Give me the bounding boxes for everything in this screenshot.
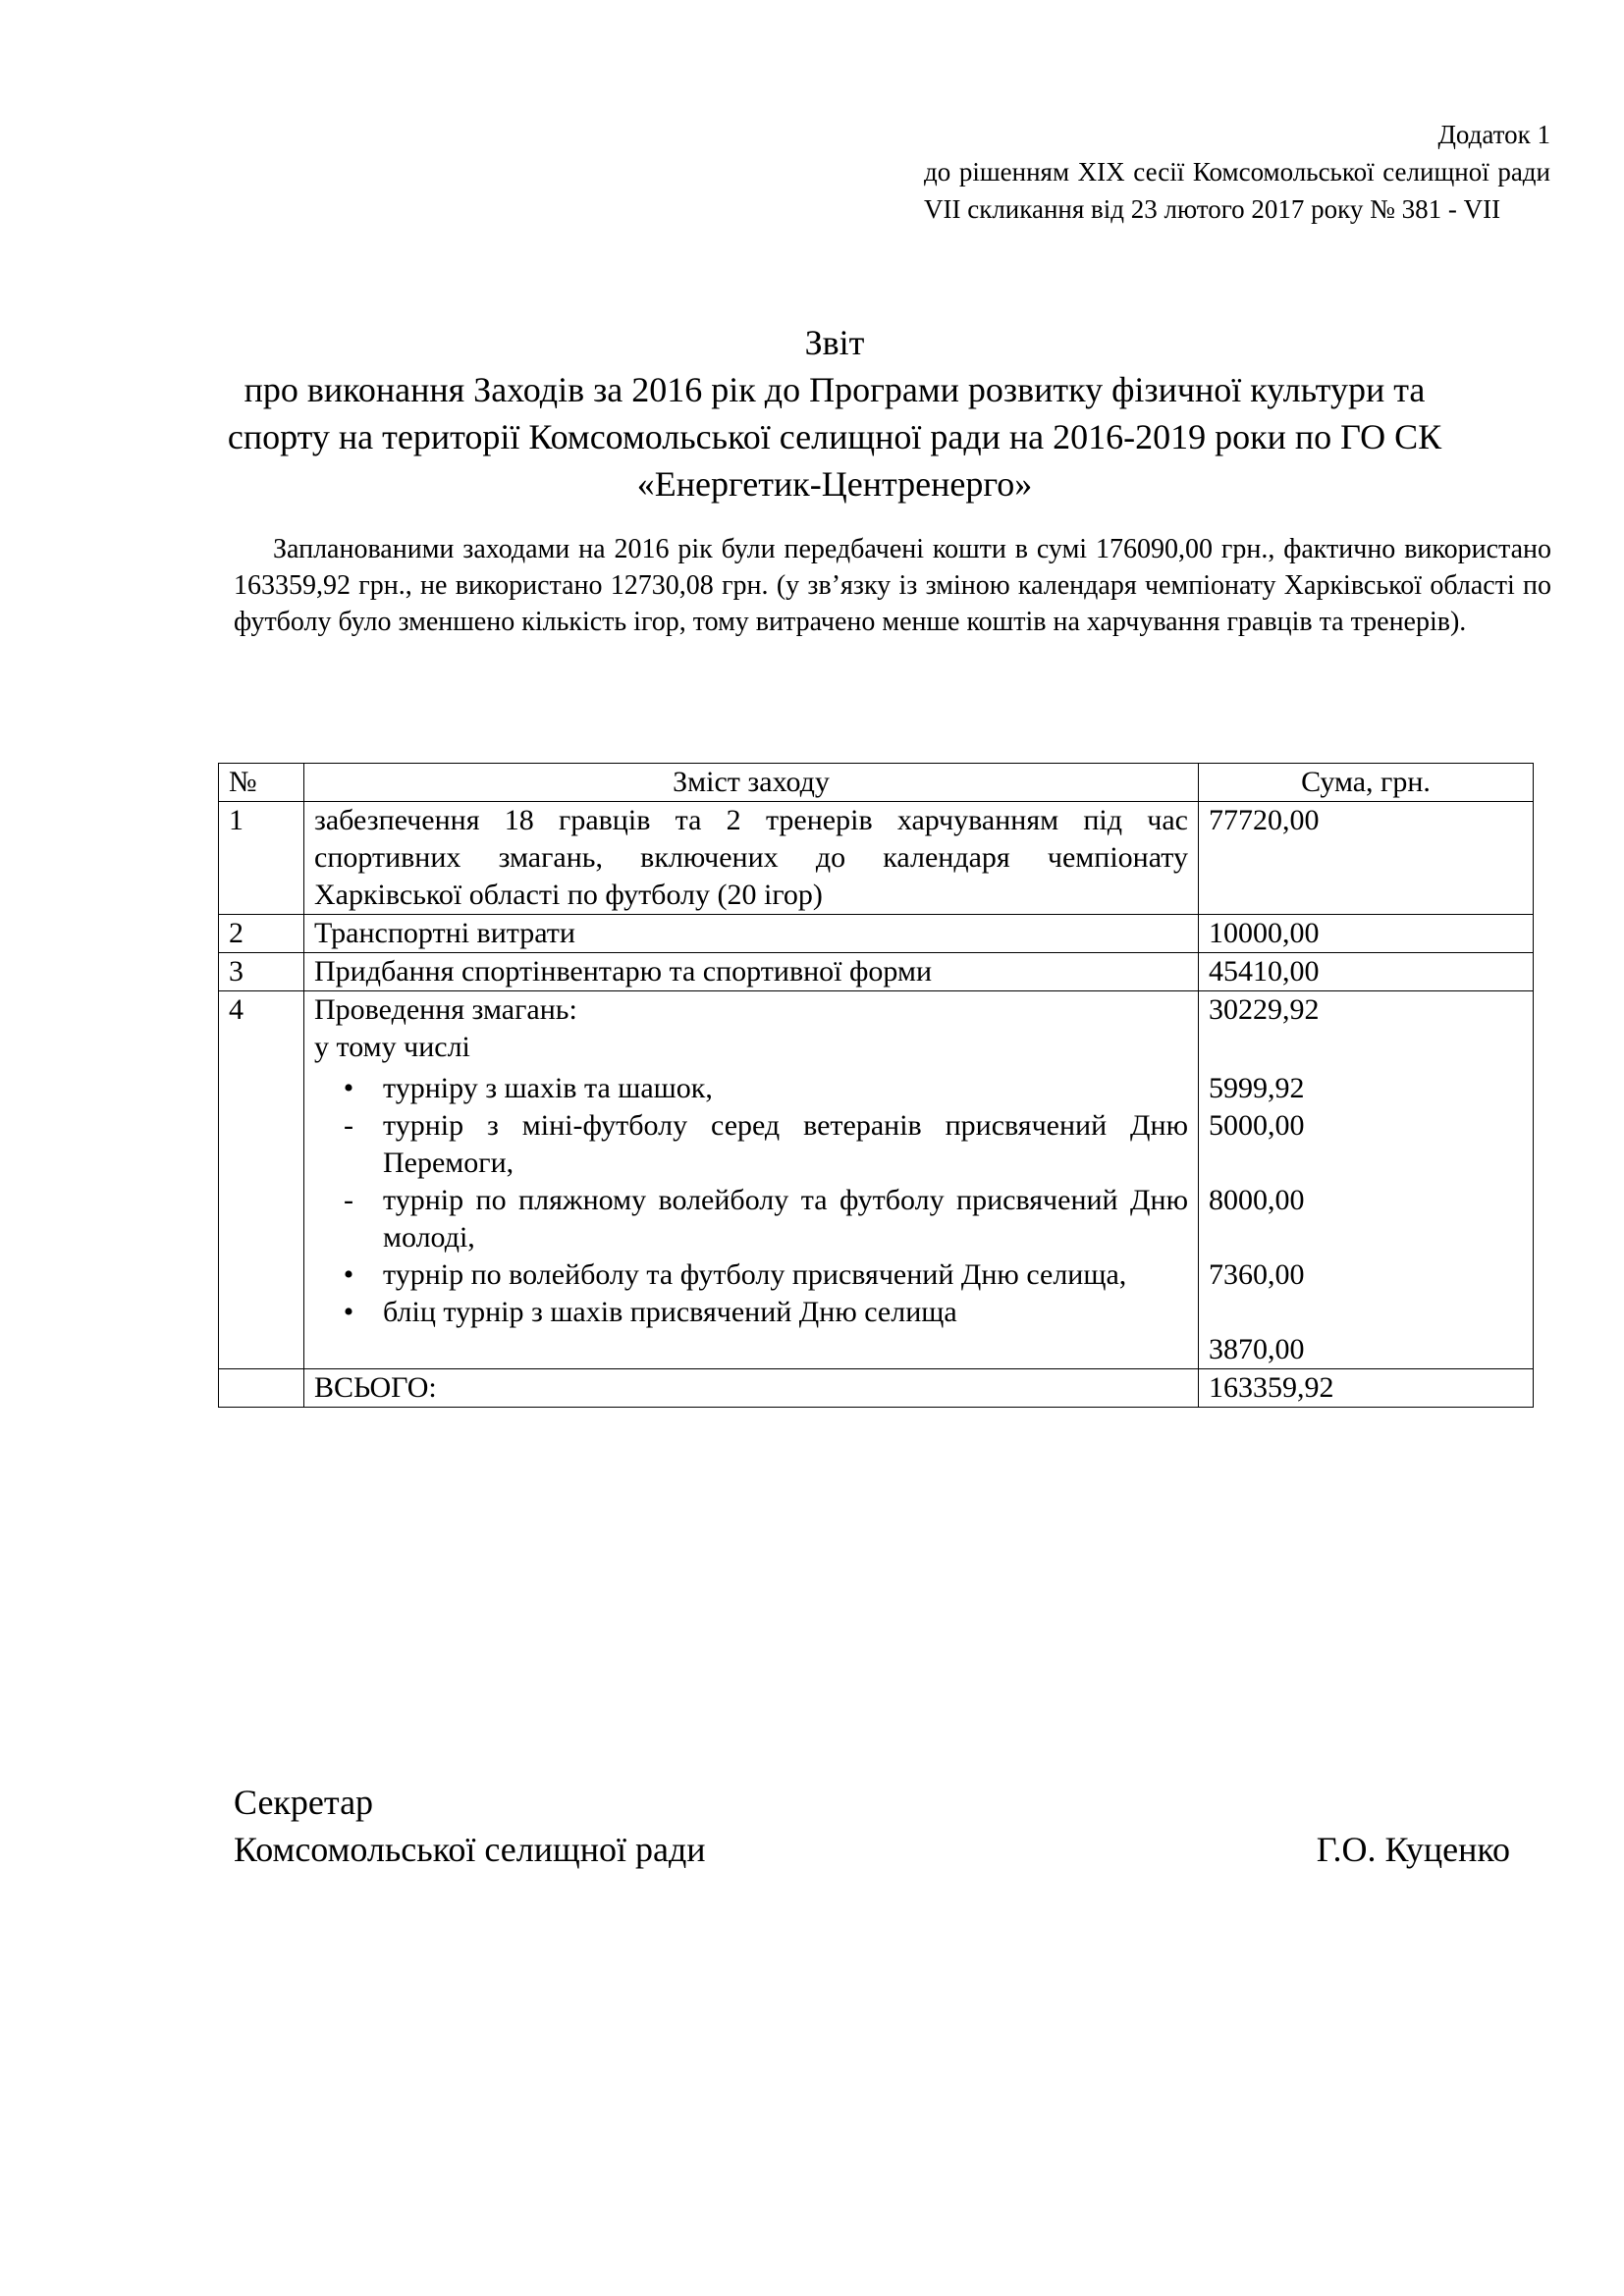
row-content: Транспортні витрати: [304, 915, 1199, 953]
sub-item-text: турніру з шахів та шашок,: [383, 1072, 713, 1104]
row-content: забезпечення 18 гравців та 2 тренерів харчуванням під час спортивних змагань, включених до календаря чемпіонату Харківської області по футболу (20 ігор): [304, 802, 1199, 915]
sub-item-text: турнір по пляжному волейболу та футболу присвячений Дню молоді,: [383, 1184, 1188, 1254]
annex-title: Додаток 1: [1437, 120, 1550, 149]
header-sum: Сума, грн.: [1199, 764, 1534, 802]
row-sum: 45410,00: [1199, 953, 1534, 991]
row-content: [304, 991, 1199, 1369]
dash-marker: -: [344, 1184, 353, 1216]
sub-item-sum: 3870,00: [1209, 1333, 1305, 1365]
report-heading: [216, 319, 1453, 507]
table-row: [219, 953, 1534, 991]
sub-item: [314, 1182, 1188, 1256]
bullet-marker: •: [343, 1258, 354, 1291]
sub-item-text: бліц турнір з шахів присвячений Дню селища: [383, 1296, 957, 1328]
total-sum: 163359,92: [1199, 1369, 1534, 1408]
table-row-competitions: [219, 991, 1534, 1369]
row-num: 2: [219, 915, 304, 953]
intro-paragraph: Запланованими заходами на 2016 рік були передбачені кошти в сумі 176090,00 грн., фактично використано 163359,92 грн., не використано 12730,08 грн. (у зв’язку із зміною календаря чемпіонату Харківської області по футболу було зменшено кількість ігор, тому витрачено менше коштів на харчування гравців та тренерів).: [234, 534, 1551, 637]
table-row: [219, 802, 1534, 915]
header-num: №: [219, 764, 304, 802]
bullet-marker: •: [343, 1296, 354, 1328]
table-header-row: [219, 764, 1534, 802]
sub-item: [314, 1107, 1188, 1182]
row-num: 3: [219, 953, 304, 991]
sub-item-sum: 7360,00: [1209, 1258, 1305, 1291]
sub-item-sum: 5000,00: [1209, 1109, 1305, 1142]
dash-marker: -: [344, 1109, 353, 1142]
row-content: Придбання спортінвентарю та спортивної форми: [304, 953, 1199, 991]
total-label: ВСЬОГО:: [304, 1369, 1199, 1408]
row-sum: 10000,00: [1199, 915, 1534, 953]
sub-item: [314, 1070, 1188, 1107]
sub-item-text: турнір з міні-футболу серед ветеранів присвячений Дню Перемоги,: [383, 1109, 1188, 1179]
annex-block: [924, 116, 1550, 228]
report-subtitle: про виконання Заходів за 2016 рік до Програми розвитку фізичної культури та спорту на території Комсомольської селищної ради на 2016-2019 роки по ГО СК «Енергетик-Центренерго»: [227, 370, 1442, 504]
sub-item-sum: 5999,92: [1209, 1072, 1305, 1104]
sub-item-sum: 8000,00: [1209, 1184, 1305, 1216]
row-num: 1: [219, 802, 304, 915]
sub-item-text: турнір по волейболу та футболу присвячений Дню селища,: [383, 1258, 1127, 1291]
signature-block: [234, 1779, 1510, 1873]
table-row: [219, 915, 1534, 953]
signature-name: Г.О. Куценко: [1316, 1830, 1510, 1869]
including-label: у тому числі: [314, 1031, 470, 1063]
row-sum: 77720,00: [1199, 802, 1534, 915]
annex-reference: до рішенням XIX сесії Комсомольської селищної ради VII скликання від 23 лютого 2017 року № 381 - VII: [924, 157, 1550, 224]
expenses-table: [218, 763, 1534, 1408]
signature-organization: Комсомольської селищної ради: [234, 1830, 706, 1869]
header-content: Зміст заходу: [304, 764, 1199, 802]
competitions-label: Проведення змагань:: [314, 993, 577, 1026]
row-num: 4: [219, 991, 304, 1369]
row-sum: [1199, 991, 1534, 1369]
signature-position: Секретар: [234, 1783, 374, 1822]
sub-item: [314, 1256, 1188, 1294]
competitions-sum: 30229,92: [1209, 993, 1320, 1026]
table-total-row: [219, 1369, 1534, 1408]
bullet-marker: •: [343, 1072, 354, 1104]
sub-item: [314, 1294, 1188, 1331]
report-title: Звіт: [804, 323, 865, 362]
